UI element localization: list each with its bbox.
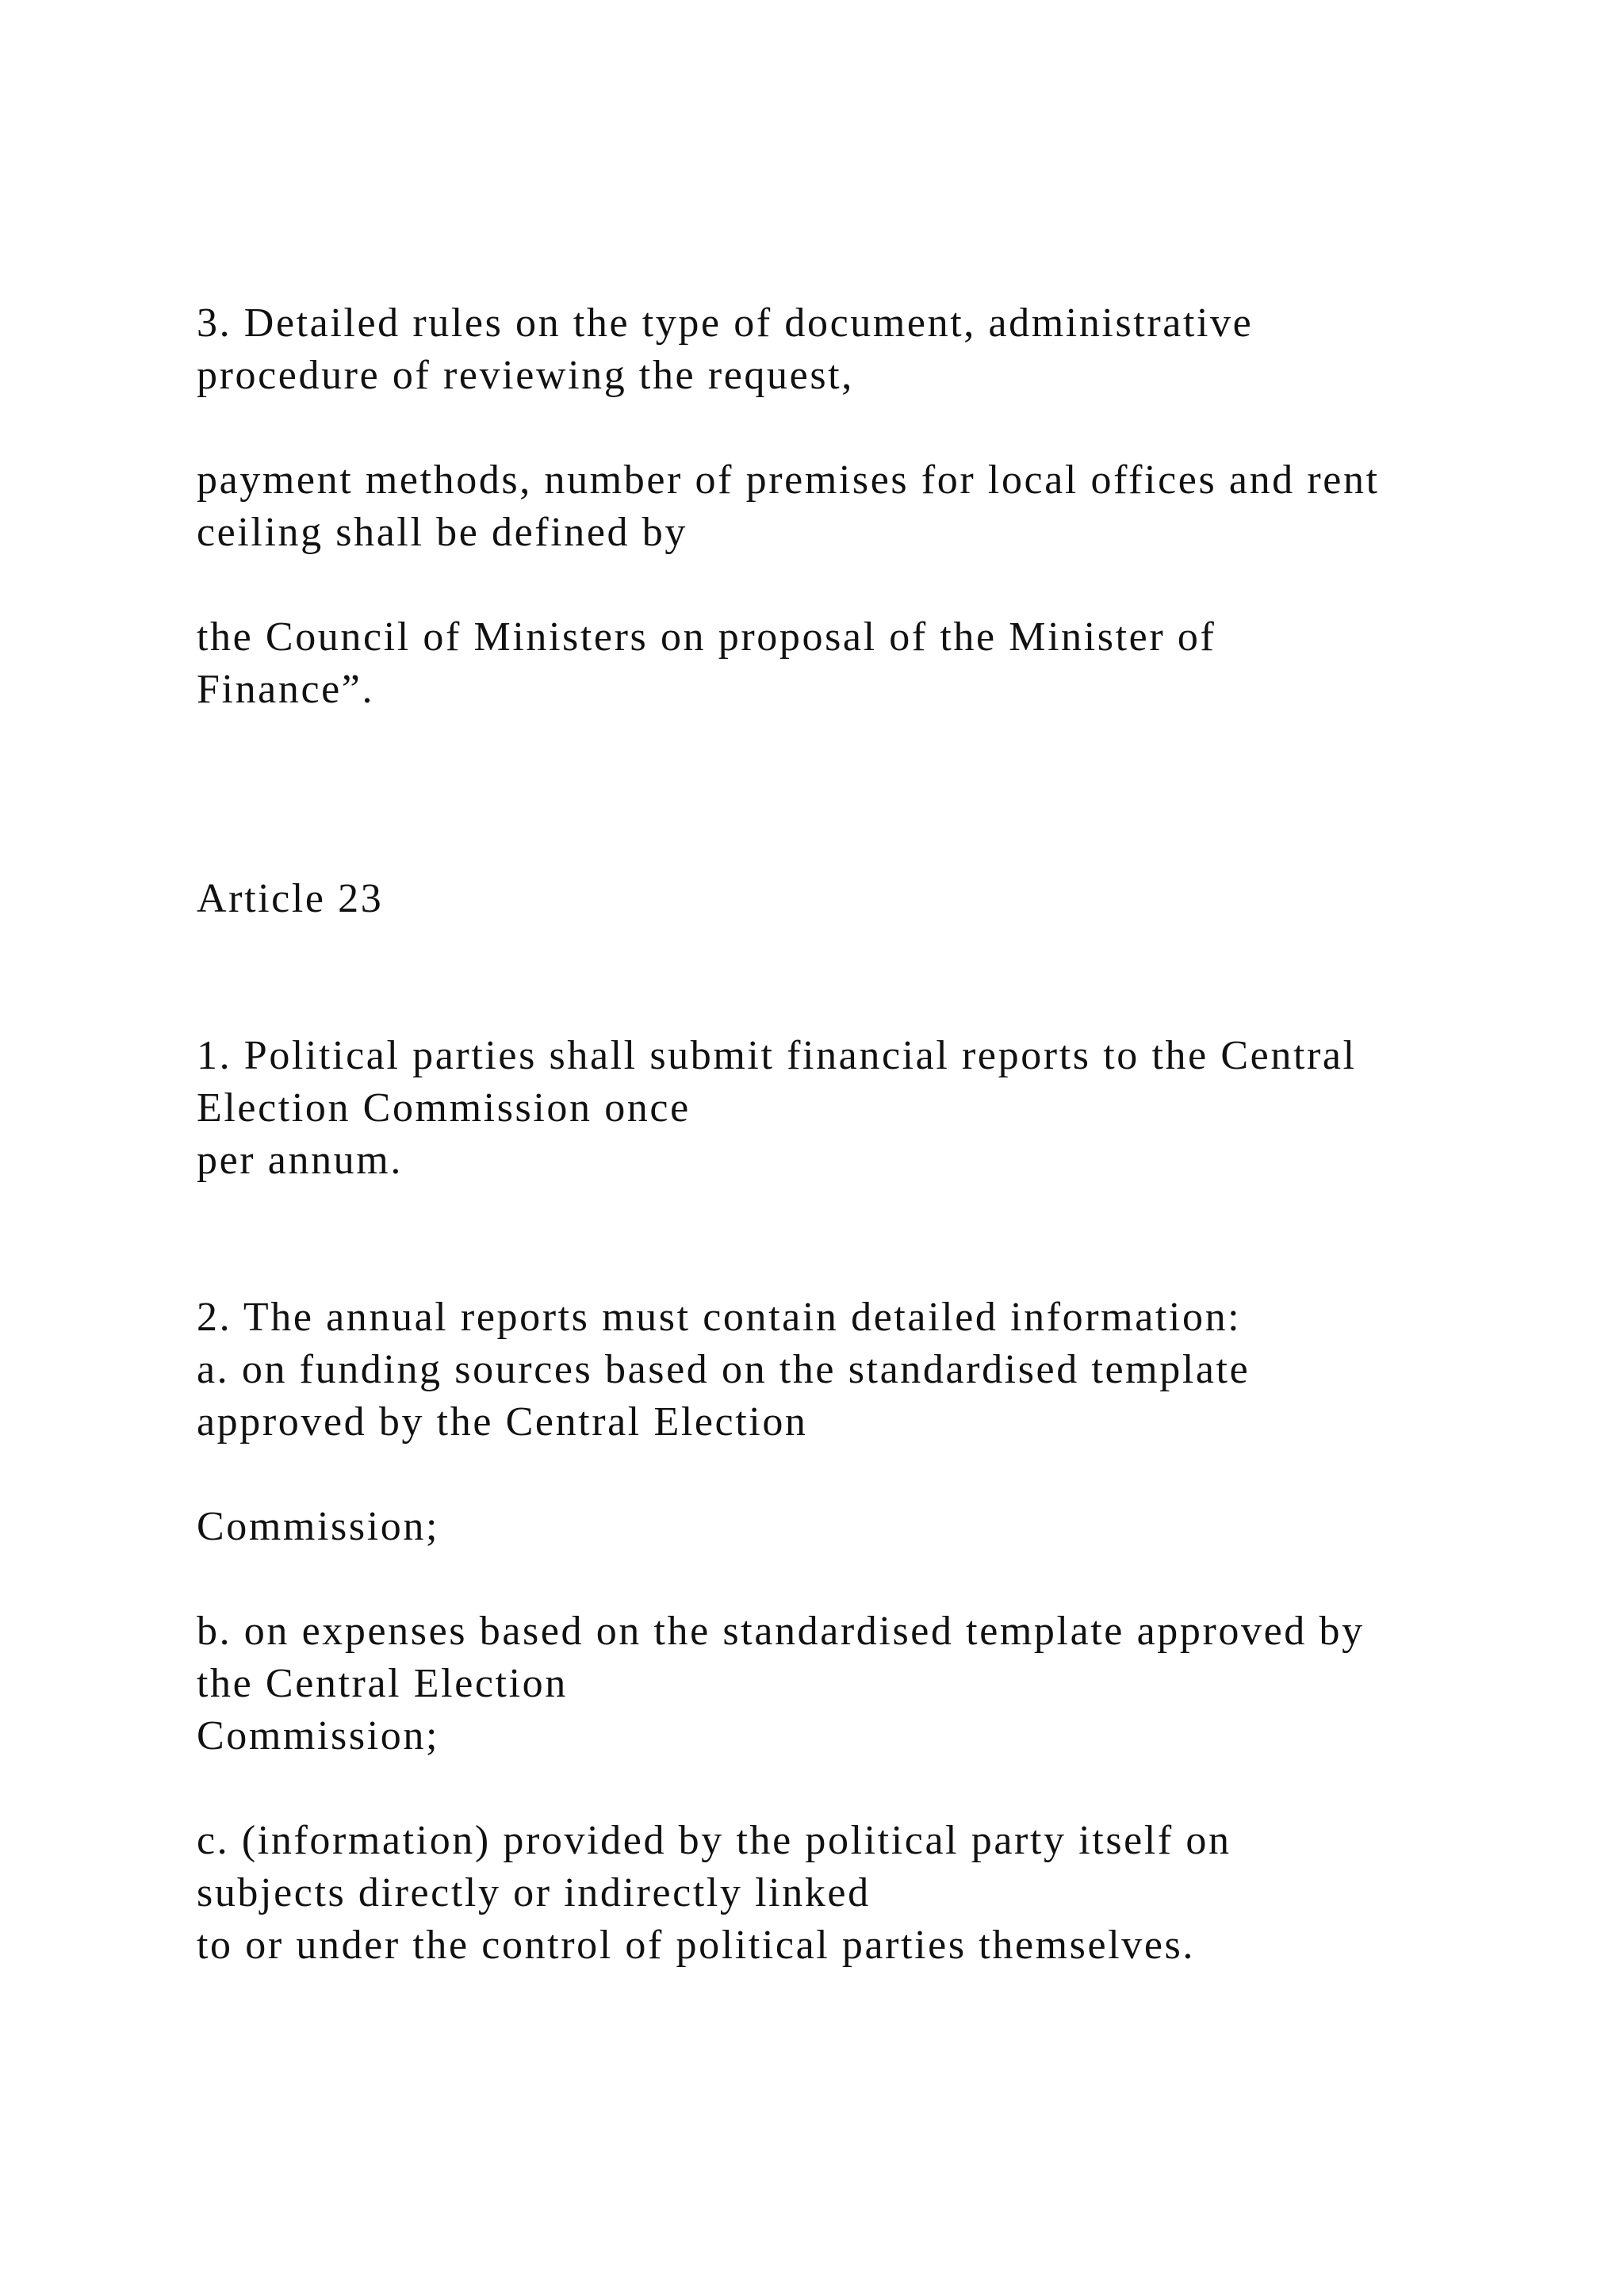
paragraph-3-line-1: 3. Detailed rules on the type of document, administrative: [197, 300, 1254, 346]
item-b-line-3: Commission;: [197, 1713, 439, 1758]
item-b-line-2: the Central Election: [197, 1661, 568, 1706]
item-c-line-2: subjects directly or indirectly linked: [197, 1870, 871, 1915]
item-a-line-2: approved by the Central Election: [197, 1399, 808, 1445]
article-paragraph-1-line-3: per annum.: [197, 1138, 403, 1183]
item-c-line-1: c. (information) provided by the political party itself on: [197, 1818, 1231, 1863]
paragraph-3-line-4: ceiling shall be defined by: [197, 510, 688, 555]
article-paragraph-1-line-1: 1. Political parties shall submit financial reports to the Central: [197, 1033, 1357, 1078]
item-b-line-1: b. on expenses based on the standardised template approved by: [197, 1609, 1365, 1654]
paragraph-3-line-2: procedure of reviewing the request,: [197, 353, 854, 398]
paragraph-3-line-6: Finance”.: [197, 667, 375, 712]
article-heading: Article 23: [197, 876, 384, 921]
article-paragraph-1-line-2: Election Commission once: [197, 1085, 691, 1131]
item-c-line-3: to or under the control of political parties themselves.: [197, 1923, 1195, 1968]
article-paragraph-2-intro: 2. The annual reports must contain detailed information:: [197, 1295, 1242, 1340]
paragraph-3-line-3: payment methods, number of premises for local offices and rent: [197, 457, 1380, 503]
paragraph-3-line-5: the Council of Ministers on proposal of the Minister of: [197, 614, 1216, 660]
item-a-line-1: a. on funding sources based on the standardised template: [197, 1347, 1251, 1392]
item-a-line-3: Commission;: [197, 1504, 439, 1549]
